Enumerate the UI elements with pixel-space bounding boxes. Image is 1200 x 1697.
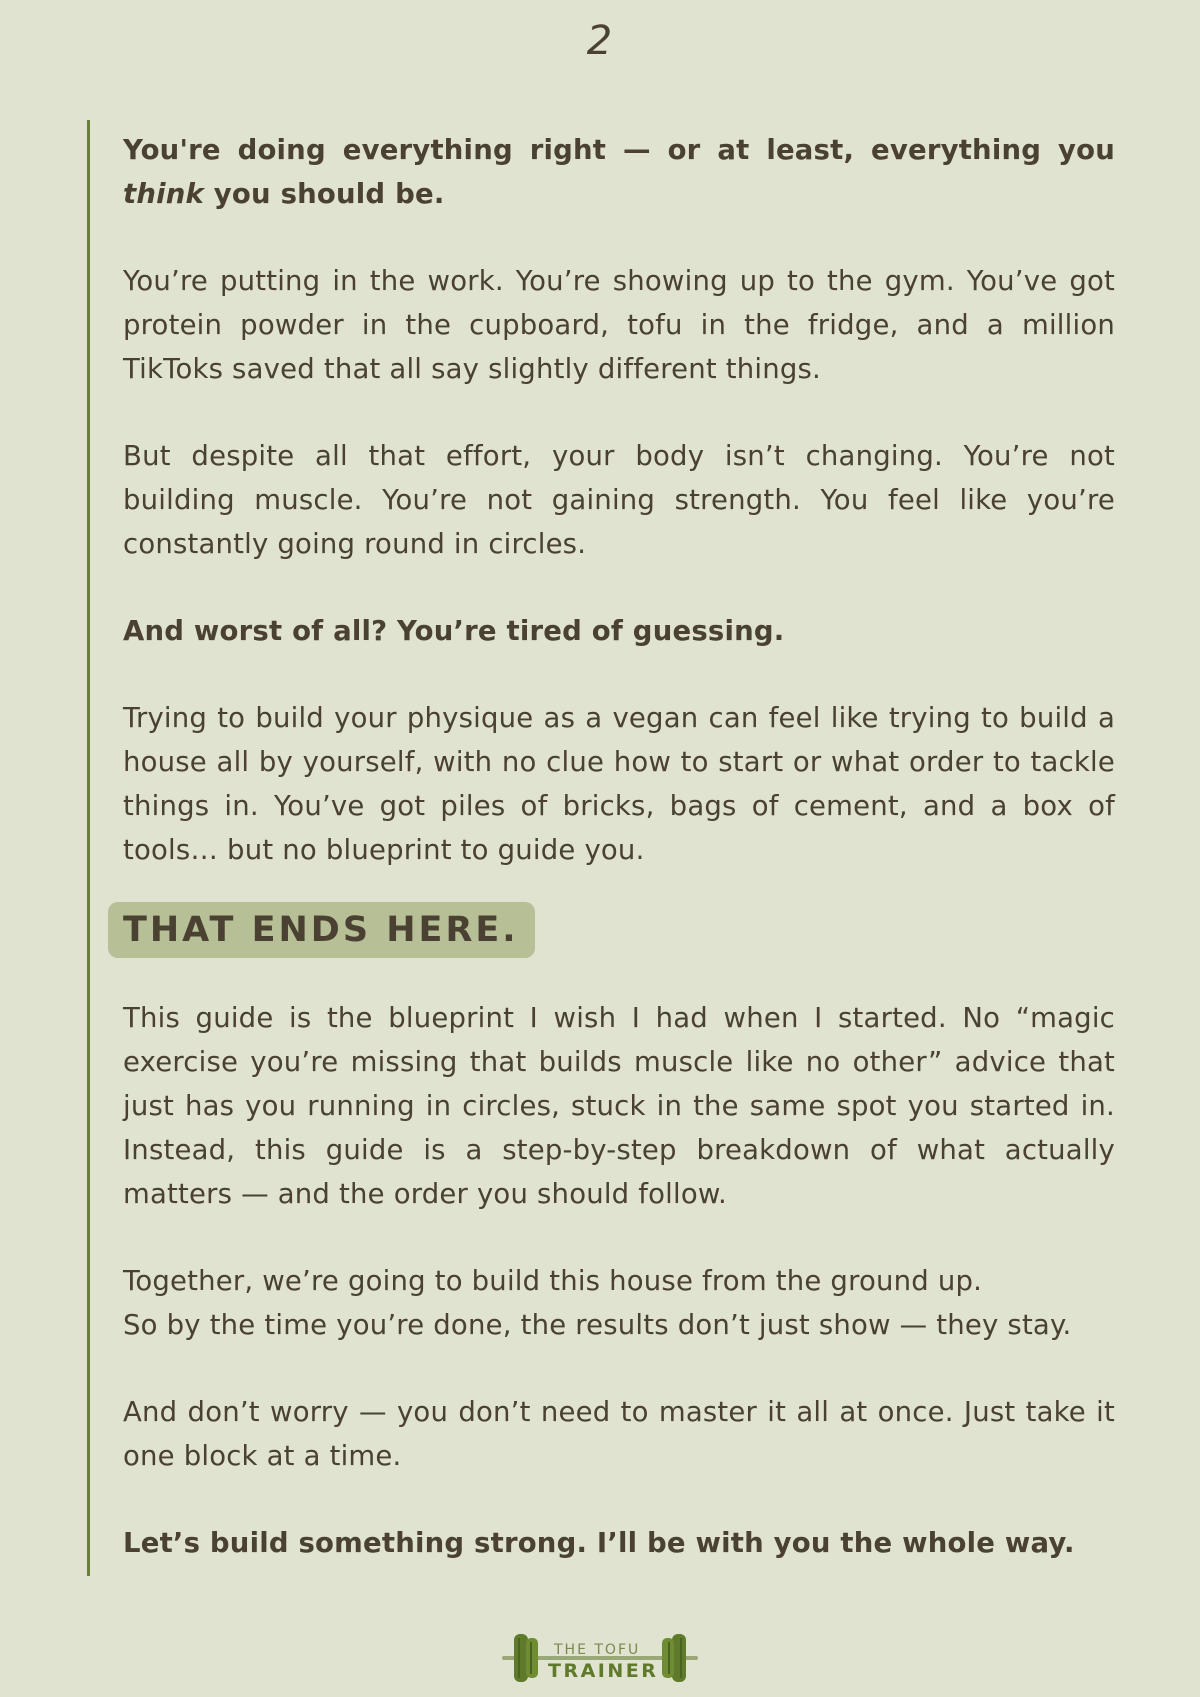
paragraph-4: Trying to build your physique as a vegan can feel like trying to build a house all by yourself, with no clue how to start or what order to tackle things in. You’ve got piles of bricks, bags of cement, and a box of tools… but no blueprint to guide you.: [123, 702, 1115, 866]
intro-heading-emphasis: think: [123, 178, 205, 210]
tofu-trainer-logo: [500, 1628, 700, 1688]
intro-heading-prefix: You're doing everything right — or at least, everything you: [123, 134, 1115, 166]
intro-heading: [123, 128, 1115, 216]
logo-text-line-1: THE TOFU: [554, 1642, 641, 1658]
paragraph-7: And don’t worry — you don’t need to master it all at once. Just take it one block at a time.: [123, 1396, 1115, 1472]
paragraph-2: But despite all that effort, your body isn’t changing. You’re not building muscle. You’re not gaining strength. You feel like you’re constantly going round in circles.: [123, 440, 1115, 560]
content-body: [123, 120, 1115, 1565]
main-content: [87, 120, 1115, 1576]
callout-container: [123, 902, 1115, 960]
callout-heading: THAT ENDS HERE.: [108, 902, 535, 958]
closing-line: Let’s build something strong. I’ll be with you the whole way.: [123, 1527, 1075, 1559]
page-number: 2: [586, 18, 614, 64]
paragraph-3-bold: And worst of all? You’re tired of guessing.: [123, 615, 785, 647]
logo-text-line-2: TRAINER: [548, 1660, 659, 1682]
paragraph-5: This guide is the blueprint I wish I had when I started. No “magic exercise you’re missing that builds muscle like no other” advice that just has you running in circles, stuck in the same spot you started in. Instead, this guide is a step-by-step breakdown of what actually matters — and the order you should follow.: [123, 1002, 1115, 1210]
intro-heading-suffix: you should be.: [204, 178, 445, 210]
paragraph-1: You’re putting in the work. You’re showing up to the gym. You’ve got protein powder in the cupboard, tofu in the fridge, and a million TikToks saved that all say slightly different things.: [123, 265, 1115, 385]
paragraph-6-line-2: So by the time you’re done, the results don’t just show — they stay.: [123, 1309, 1072, 1341]
paragraph-6-line-1: Together, we’re going to build this house from the ground up.: [123, 1265, 983, 1297]
